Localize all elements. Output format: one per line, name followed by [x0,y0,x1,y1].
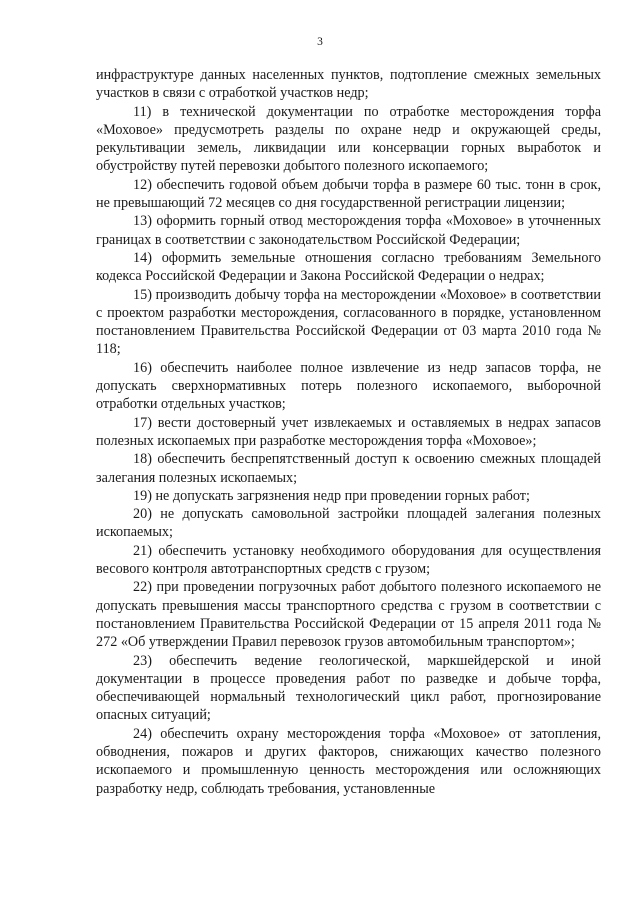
page-number: 3 [317,36,323,48]
paragraph-item-15: 15) производить добычу торфа на месторождении «Моховое» в соответствии с проектом разработки месторождения, согласованного в порядке, установленном постановлением Правительства Российской Федерации от 03 марта 2010 года № 118; [96,286,601,358]
paragraph-item-17: 17) вести достоверный учет извлекаемых и оставляемых в недрах запасов полезных ископаемых при разработке месторождения торфа «Моховое»; [96,414,601,449]
paragraph-item-14: 14) оформить земельные отношения согласно требованиям Земельного кодекса Российской Федерации и Закона Российской Федерации о недрах; [96,249,601,285]
paragraph-item-19: 19) не допускать загрязнения недр при проведении горных работ; [133,487,530,504]
paragraph-item-20: 20) не допускать самовольной застройки площадей залегания полезных ископаемых; [96,506,601,541]
paragraph-item-18: 18) обеспечить беспрепятственный доступ к освоению смежных площадей залегания полезных ископаемых; [96,451,601,486]
paragraph-item-13: 13) оформить горный отвод месторождения торфа «Моховое» в уточненных границах в соответствии с законодательством Российской Федерации; [96,213,601,248]
paragraph-item-12: 12) обеспечить годовой объем добычи торфа в размере 60 тыс. тонн в срок, не превышающий 72 месяцев со дня государственной регистрации лицензии; [96,176,601,212]
paragraph-item-21: 21) обеспечить установку необходимого оборудования для осуществления весового контроля автотранспортных средств с грузом; [96,542,601,578]
paragraph-item-23: 23) обеспечить ведение геологической, маркшейдерской и иной документации в процессе проведения работ по разведке и добыче торфа, обеспечивающей нормальный технологический цикл работ, прогнозирование опасных ситуаций; [96,652,601,724]
paragraph-item-24: 24) обеспечить охрану месторождения торфа «Моховое» от затопления, обводнения, пожаров и других факторов, снижающих качество полезного ископаемого и промышленную ценность месторождения или осложняющих разработку недр, соблюдать требования, установленные [96,725,601,797]
paragraph-continuation: инфраструктуре данных населенных пунктов, подтопление смежных земельных участков в связи с отработкой участков недр; [96,67,601,102]
paragraph-item-22: 22) при проведении погрузочных работ добытого полезного ископаемого не допускать превышения массы транспортного средства с грузом в соответствии с постановлением Правительства Российской Федерации от 15 апреля 2011 года № 272 «Об утверждении Правил перевозок грузов автомобильным транспортом»; [96,579,601,651]
paragraph-item-11: 11) в технической документации по отработке месторождения торфа «Моховое» предусмотреть разделы по охране недр и окружающей среды, рекультивации земель, ликвидации или консервации горных выработок и обустройству путей перевозки добытого полезного ископаемого; [96,103,601,175]
paragraph-item-16: 16) обеспечить наиболее полное извлечение из недр запасов торфа, не допускать сверхнормативных потерь полезного ископаемого, выборочной отработки отдельных участков; [96,359,601,413]
document-body [96,66,601,798]
